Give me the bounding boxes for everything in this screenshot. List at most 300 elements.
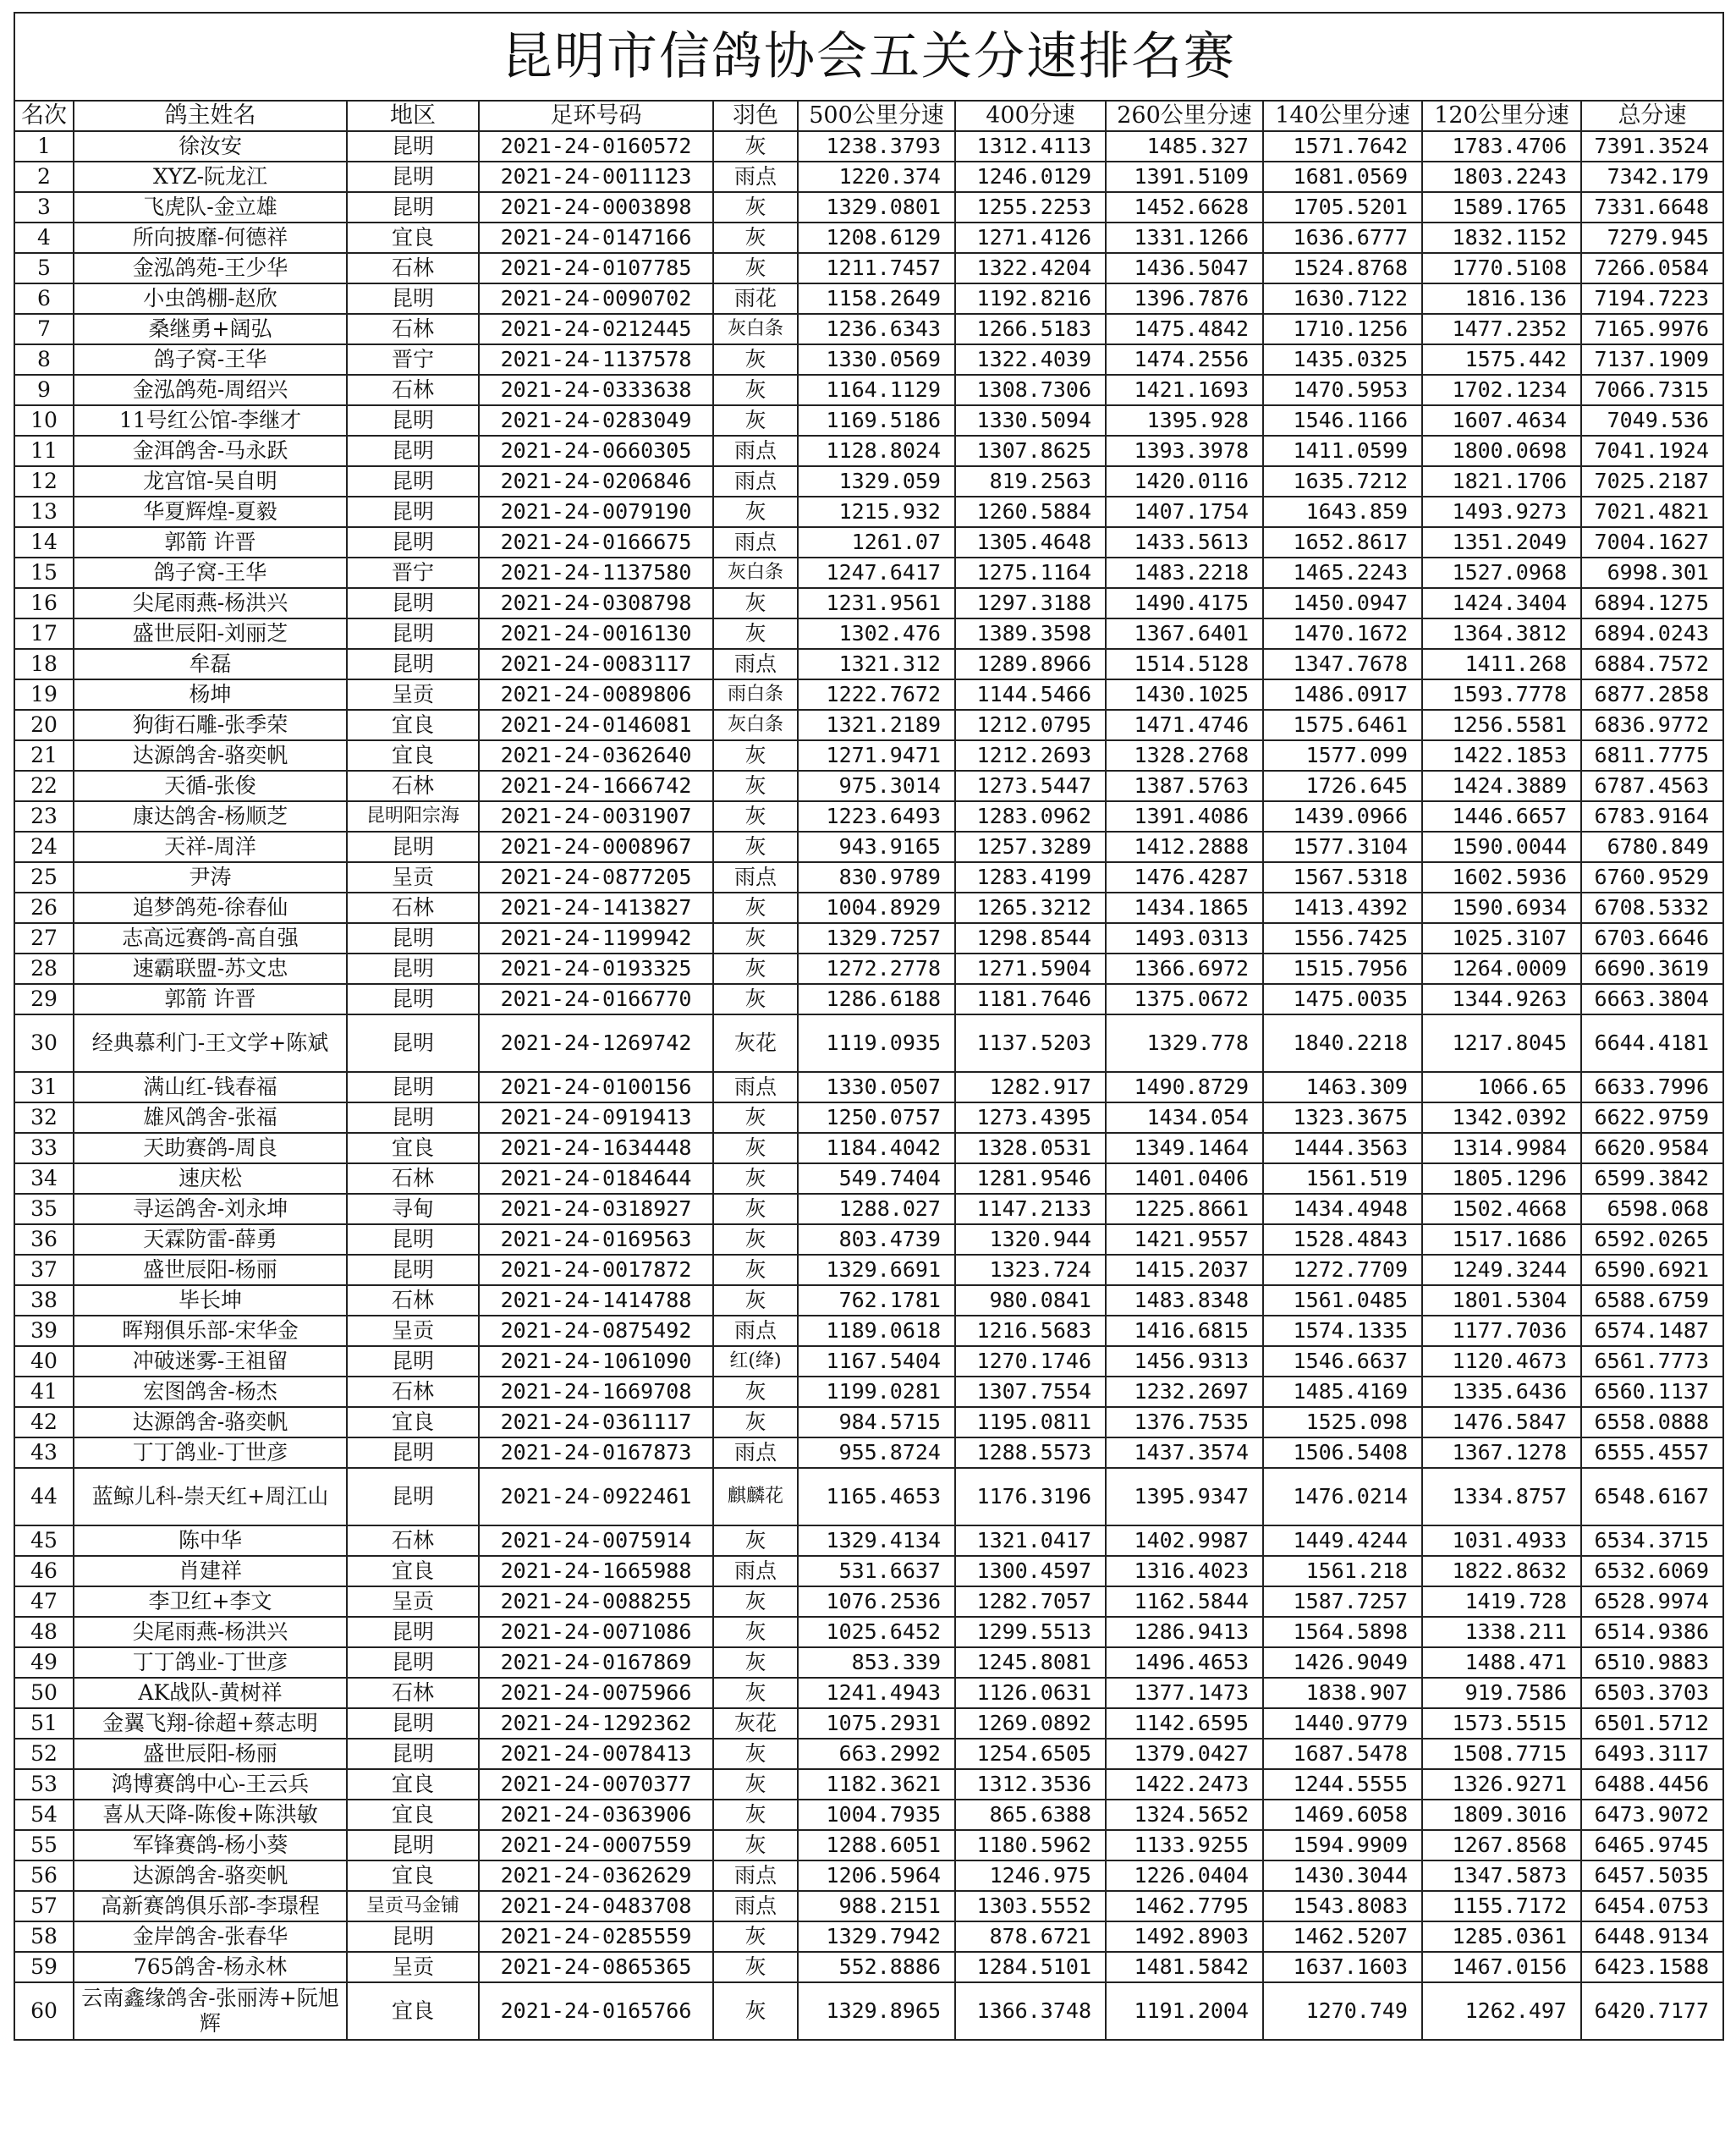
ring-number-cell: 2021-24-0008967 [479,832,713,862]
speed-140km-cell: 1577.3104 [1263,832,1422,862]
total-speed-cell: 7066.7315 [1581,375,1723,405]
owner-cell: 陈中华 [74,1525,347,1556]
speed-120km-cell: 1338.211 [1422,1617,1581,1647]
total-speed-cell: 6420.7177 [1581,1982,1723,2040]
feather-color-cell: 灰花 [713,1014,798,1072]
speed-260km-cell: 1420.0116 [1106,466,1263,497]
speed-400-cell: 1328.0531 [955,1133,1106,1163]
table-row [14,710,1723,740]
feather-color-cell: 灰 [713,1102,798,1133]
speed-260km-cell: 1433.5613 [1106,527,1263,558]
region-cell: 宜良 [347,1800,479,1830]
speed-400-cell: 1147.2133 [955,1194,1106,1224]
table-row [14,1617,1723,1647]
feather-color-cell: 灰 [713,131,798,162]
total-speed-cell: 6644.4181 [1581,1014,1723,1072]
speed-120km-cell: 1262.497 [1422,1982,1581,2040]
speed-400-cell: 1308.7306 [955,375,1106,405]
owner-cell: 追梦鸽苑-徐春仙 [74,893,347,923]
table-row [14,1586,1723,1617]
total-speed-cell: 6894.1275 [1581,588,1723,618]
speed-260km-cell: 1226.0404 [1106,1860,1263,1891]
region-cell: 石林 [347,1285,479,1316]
table-row [14,893,1723,923]
speed-500km-cell: 1241.4943 [798,1678,955,1708]
speed-140km-cell: 1411.0599 [1263,436,1422,466]
speed-260km-cell: 1456.9313 [1106,1346,1263,1377]
speed-260km-cell: 1434.054 [1106,1102,1263,1133]
speed-140km-cell: 1637.1603 [1263,1952,1422,1982]
region-cell: 昆明 [347,1255,479,1285]
speed-500km-cell: 1329.7942 [798,1921,955,1952]
speed-260km-cell: 1142.6595 [1106,1708,1263,1739]
speed-140km-cell: 1462.5207 [1263,1921,1422,1952]
owner-cell: 桑继勇+阔弘 [74,314,347,344]
total-speed-cell: 7004.1627 [1581,527,1723,558]
speed-260km-cell: 1483.2218 [1106,558,1263,588]
owner-cell: 天霖防雷-薛勇 [74,1224,347,1255]
speed-400-cell: 1216.5683 [955,1316,1106,1346]
rank-cell: 46 [14,1556,74,1586]
owner-cell: 肖建祥 [74,1556,347,1586]
table-row [14,1647,1723,1678]
owner-cell: 盛世辰阳-杨丽 [74,1255,347,1285]
speed-140km-cell: 1244.5555 [1263,1769,1422,1800]
table-row [14,1346,1723,1377]
region-cell: 石林 [347,893,479,923]
region-cell: 昆明 [347,436,479,466]
speed-400-cell: 1323.724 [955,1255,1106,1285]
region-cell: 昆明 [347,1437,479,1468]
ring-number-cell: 2021-24-0107785 [479,253,713,283]
rank-cell: 20 [14,710,74,740]
feather-color-cell: 灰白条 [713,710,798,740]
ring-number-cell: 2021-24-0362640 [479,740,713,771]
speed-260km-cell: 1481.5842 [1106,1952,1263,1982]
owner-cell: 金洱鸽舍-马永跃 [74,436,347,466]
owner-cell: 速霸联盟-苏文忠 [74,954,347,984]
table-row [14,497,1723,527]
speed-120km-cell: 1249.3244 [1422,1255,1581,1285]
speed-140km-cell: 1546.6637 [1263,1346,1422,1377]
total-speed-cell: 6457.5035 [1581,1860,1723,1891]
ring-number-cell: 2021-24-0147166 [479,223,713,253]
owner-cell: 志高远赛鸽-高自强 [74,923,347,954]
rank-cell: 26 [14,893,74,923]
speed-140km-cell: 1543.8083 [1263,1891,1422,1921]
table-row [14,679,1723,710]
speed-400-cell: 1283.4199 [955,862,1106,893]
speed-260km-cell: 1471.4746 [1106,710,1263,740]
rank-cell: 7 [14,314,74,344]
total-speed-cell: 6836.9772 [1581,710,1723,740]
region-cell: 宜良 [347,1407,479,1437]
speed-260km-cell: 1490.8729 [1106,1072,1263,1102]
speed-400-cell: 878.6721 [955,1921,1106,1952]
ring-number-cell: 2021-24-0361117 [479,1407,713,1437]
speed-120km-cell: 1367.1278 [1422,1437,1581,1468]
speed-500km-cell: 1167.5404 [798,1346,955,1377]
header-col-400: 400分速 [955,101,1106,131]
speed-140km-cell: 1430.3044 [1263,1860,1422,1891]
feather-color-cell: 灰 [713,618,798,649]
speed-500km-cell: 1158.2649 [798,283,955,314]
ring-number-cell: 2021-24-1666742 [479,771,713,801]
speed-260km-cell: 1316.4023 [1106,1556,1263,1586]
rank-cell: 39 [14,1316,74,1346]
speed-500km-cell: 1321.2189 [798,710,955,740]
table-row [14,1678,1723,1708]
speed-500km-cell: 1238.3793 [798,131,955,162]
table-row [14,253,1723,283]
rank-cell: 5 [14,253,74,283]
region-cell: 宜良 [347,223,479,253]
rank-cell: 35 [14,1194,74,1224]
speed-400-cell: 1298.8544 [955,923,1106,954]
region-cell: 昆明 [347,1346,479,1377]
speed-260km-cell: 1395.9347 [1106,1468,1263,1525]
total-speed-cell: 6787.4563 [1581,771,1723,801]
total-speed-cell: 6501.5712 [1581,1708,1723,1739]
feather-color-cell: 灰 [713,1769,798,1800]
speed-400-cell: 1181.7646 [955,984,1106,1014]
table-row [14,618,1723,649]
ring-number-cell: 2021-24-1669708 [479,1377,713,1407]
speed-260km-cell: 1496.4653 [1106,1647,1263,1678]
speed-120km-cell: 919.7586 [1422,1678,1581,1708]
table-row [14,1437,1723,1468]
speed-140km-cell: 1413.4392 [1263,893,1422,923]
speed-260km-cell: 1225.8661 [1106,1194,1263,1224]
speed-140km-cell: 1524.8768 [1263,253,1422,283]
speed-120km-cell: 1593.7778 [1422,679,1581,710]
speed-260km-cell: 1376.7535 [1106,1407,1263,1437]
owner-cell: 郭箭 许晋 [74,527,347,558]
table-row [14,1407,1723,1437]
region-cell: 昆明 [347,131,479,162]
total-speed-cell: 7025.2187 [1581,466,1723,497]
feather-color-cell: 灰 [713,801,798,832]
speed-120km-cell: 1422.1853 [1422,740,1581,771]
speed-120km-cell: 1264.0009 [1422,954,1581,984]
owner-cell: 小虫鸽棚-赵欣 [74,283,347,314]
speed-400-cell: 1271.4126 [955,223,1106,253]
speed-140km-cell: 1525.098 [1263,1407,1422,1437]
total-speed-cell: 7137.1909 [1581,344,1723,375]
feather-color-cell: 灰白条 [713,314,798,344]
ring-number-cell: 2021-24-0075966 [479,1678,713,1708]
header-col-500km: 500公里分速 [798,101,955,131]
owner-cell: 盛世辰阳-杨丽 [74,1739,347,1769]
rank-cell: 13 [14,497,74,527]
ring-number-cell: 2021-24-0283049 [479,405,713,436]
region-cell: 昆明 [347,1072,479,1102]
speed-260km-cell: 1379.0427 [1106,1739,1263,1769]
speed-500km-cell: 1182.3621 [798,1769,955,1800]
speed-400-cell: 1275.1164 [955,558,1106,588]
region-cell: 昆明 [347,1830,479,1860]
region-cell: 昆明 [347,1708,479,1739]
region-cell: 呈贡马金铺 [347,1891,479,1921]
speed-140km-cell: 1528.4843 [1263,1224,1422,1255]
owner-cell: 云南鑫缘鸽舍-张丽涛+阮旭辉 [74,1982,347,2040]
speed-500km-cell: 1164.1129 [798,375,955,405]
speed-140km-cell: 1643.859 [1263,497,1422,527]
region-cell: 昆明 [347,618,479,649]
owner-cell: 盛世辰阳-刘丽芝 [74,618,347,649]
owner-cell: 冲破迷雾-王祖留 [74,1346,347,1377]
rank-cell: 41 [14,1377,74,1407]
speed-140km-cell: 1469.6058 [1263,1800,1422,1830]
speed-260km-cell: 1475.4842 [1106,314,1263,344]
speed-140km-cell: 1652.8617 [1263,527,1422,558]
speed-500km-cell: 1075.2931 [798,1708,955,1739]
owner-cell: 宏图鸽舍-杨杰 [74,1377,347,1407]
owner-cell: 尖尾雨燕-杨洪兴 [74,588,347,618]
owner-cell: 金泓鸽苑-周绍兴 [74,375,347,405]
rank-cell: 11 [14,436,74,466]
speed-120km-cell: 1517.1686 [1422,1224,1581,1255]
speed-400-cell: 1282.917 [955,1072,1106,1102]
total-speed-cell: 6599.3842 [1581,1163,1723,1194]
table-row [14,1921,1723,1952]
ring-number-cell: 2021-24-1199942 [479,923,713,954]
speed-400-cell: 1195.0811 [955,1407,1106,1437]
speed-120km-cell: 1809.3016 [1422,1800,1581,1830]
feather-color-cell: 灰 [713,923,798,954]
speed-140km-cell: 1470.5953 [1263,375,1422,405]
speed-120km-cell: 1066.65 [1422,1072,1581,1102]
speed-140km-cell: 1450.0947 [1263,588,1422,618]
ring-number-cell: 2021-24-0070377 [479,1769,713,1800]
speed-120km-cell: 1334.8757 [1422,1468,1581,1525]
rank-cell: 51 [14,1708,74,1739]
speed-260km-cell: 1434.1865 [1106,893,1263,923]
ring-number-cell: 2021-24-1137580 [479,558,713,588]
table-row [14,466,1723,497]
speed-140km-cell: 1705.5201 [1263,192,1422,223]
speed-500km-cell: 1184.4042 [798,1133,955,1163]
owner-cell: 康达鸽舍-杨顺芝 [74,801,347,832]
speed-400-cell: 1273.4395 [955,1102,1106,1133]
table-row [14,527,1723,558]
ring-number-cell: 2021-24-1634448 [479,1133,713,1163]
rank-cell: 22 [14,771,74,801]
total-speed-cell: 6561.7773 [1581,1346,1723,1377]
feather-color-cell: 灰白条 [713,558,798,588]
total-speed-cell: 6528.9974 [1581,1586,1723,1617]
table-row [14,923,1723,954]
rank-cell: 49 [14,1647,74,1678]
region-cell: 石林 [347,314,479,344]
feather-color-cell: 雨点 [713,862,798,893]
speed-260km-cell: 1395.928 [1106,405,1263,436]
ring-number-cell: 2021-24-1413827 [479,893,713,923]
rank-cell: 19 [14,679,74,710]
speed-260km-cell: 1191.2004 [1106,1982,1263,2040]
table-row [14,1891,1723,1921]
speed-400-cell: 1297.3188 [955,588,1106,618]
header-col-rank: 名次 [14,101,74,131]
speed-400-cell: 1269.0892 [955,1708,1106,1739]
table-row [14,223,1723,253]
total-speed-cell: 6690.3619 [1581,954,1723,984]
speed-260km-cell: 1286.9413 [1106,1617,1263,1647]
region-cell: 石林 [347,771,479,801]
rank-cell: 52 [14,1739,74,1769]
speed-260km-cell: 1391.5109 [1106,162,1263,192]
owner-cell: 尖尾雨燕-杨洪兴 [74,1617,347,1647]
speed-260km-cell: 1452.6628 [1106,192,1263,223]
owner-cell: AK战队-黄树祥 [74,1678,347,1708]
feather-color-cell: 雨点 [713,436,798,466]
speed-500km-cell: 1076.2536 [798,1586,955,1617]
region-cell: 呈贡 [347,1586,479,1617]
speed-400-cell: 1289.8966 [955,649,1106,679]
owner-cell: 高新赛鸽俱乐部-李璟程 [74,1891,347,1921]
speed-500km-cell: 1321.312 [798,649,955,679]
table-row [14,832,1723,862]
table-row [14,1708,1723,1739]
speed-400-cell: 1180.5962 [955,1830,1106,1860]
ring-number-cell: 2021-24-0333638 [479,375,713,405]
rank-cell: 42 [14,1407,74,1437]
region-cell: 宜良 [347,1769,479,1800]
speed-120km-cell: 1364.3812 [1422,618,1581,649]
rank-cell: 40 [14,1346,74,1377]
speed-140km-cell: 1475.0035 [1263,984,1422,1014]
region-cell: 昆明 [347,192,479,223]
speed-140km-cell: 1485.4169 [1263,1377,1422,1407]
feather-color-cell: 灰 [713,223,798,253]
speed-400-cell: 1284.5101 [955,1952,1106,1982]
table-row [14,375,1723,405]
speed-500km-cell: 1302.476 [798,618,955,649]
rank-cell: 21 [14,740,74,771]
rank-cell: 12 [14,466,74,497]
feather-color-cell: 雨点 [713,1556,798,1586]
owner-cell: 寻运鸽舍-刘永坤 [74,1194,347,1224]
ring-number-cell: 2021-24-0285559 [479,1921,713,1952]
total-speed-cell: 6811.7775 [1581,740,1723,771]
region-cell: 昆明 [347,283,479,314]
region-cell: 昆明 [347,527,479,558]
speed-260km-cell: 1367.6401 [1106,618,1263,649]
speed-260km-cell: 1401.0406 [1106,1163,1263,1194]
region-cell: 昆明 [347,1224,479,1255]
feather-color-cell: 灰 [713,954,798,984]
owner-cell: 丁丁鸽业-丁世彦 [74,1437,347,1468]
table-row [14,1255,1723,1285]
speed-400-cell: 1144.5466 [955,679,1106,710]
feather-color-cell: 灰 [713,1133,798,1163]
rank-cell: 57 [14,1891,74,1921]
total-speed-cell: 6423.1588 [1581,1952,1723,1982]
feather-color-cell: 灰 [713,893,798,923]
rank-cell: 2 [14,162,74,192]
feather-color-cell: 灰 [713,1647,798,1678]
ring-number-cell: 2021-24-0212445 [479,314,713,344]
speed-140km-cell: 1635.7212 [1263,466,1422,497]
table-row [14,1163,1723,1194]
speed-400-cell: 1322.4204 [955,253,1106,283]
speed-500km-cell: 853.339 [798,1647,955,1678]
table-row [14,984,1723,1014]
speed-400-cell: 1307.8625 [955,436,1106,466]
speed-140km-cell: 1476.0214 [1263,1468,1422,1525]
region-cell: 宜良 [347,1556,479,1586]
ring-number-cell: 2021-24-0206846 [479,466,713,497]
speed-260km-cell: 1462.7795 [1106,1891,1263,1921]
speed-120km-cell: 1256.5581 [1422,710,1581,740]
owner-cell: 李卫红+李文 [74,1586,347,1617]
rank-cell: 56 [14,1860,74,1891]
total-speed-cell: 6555.4557 [1581,1437,1723,1468]
owner-cell: 金泓鸽苑-王少华 [74,253,347,283]
speed-140km-cell: 1574.1335 [1263,1316,1422,1346]
owner-cell: 鸽子窝-王华 [74,558,347,588]
table-row [14,1468,1723,1525]
speed-120km-cell: 1446.6657 [1422,801,1581,832]
speed-400-cell: 1320.944 [955,1224,1106,1255]
speed-260km-cell: 1421.9557 [1106,1224,1263,1255]
speed-500km-cell: 988.2151 [798,1891,955,1921]
speed-400-cell: 1260.5884 [955,497,1106,527]
region-cell: 石林 [347,375,479,405]
speed-260km-cell: 1483.8348 [1106,1285,1263,1316]
speed-120km-cell: 1801.5304 [1422,1285,1581,1316]
speed-140km-cell: 1636.6777 [1263,223,1422,253]
ring-number-cell: 2021-24-0146081 [479,710,713,740]
feather-color-cell: 灰 [713,1830,798,1860]
total-speed-cell: 7266.0584 [1581,253,1723,283]
speed-400-cell: 1305.4648 [955,527,1106,558]
speed-500km-cell: 1236.6343 [798,314,955,344]
rank-cell: 55 [14,1830,74,1860]
region-cell: 昆明 [347,1617,479,1647]
speed-500km-cell: 984.5715 [798,1407,955,1437]
speed-400-cell: 1254.6505 [955,1739,1106,1769]
speed-500km-cell: 1329.0801 [798,192,955,223]
speed-260km-cell: 1402.9987 [1106,1525,1263,1556]
ring-number-cell: 2021-24-0016130 [479,618,713,649]
speed-260km-cell: 1490.4175 [1106,588,1263,618]
speed-500km-cell: 1288.027 [798,1194,955,1224]
speed-500km-cell: 1189.0618 [798,1316,955,1346]
speed-140km-cell: 1444.3563 [1263,1133,1422,1163]
rank-cell: 29 [14,984,74,1014]
speed-500km-cell: 1223.6493 [798,801,955,832]
speed-120km-cell: 1590.6934 [1422,893,1581,923]
feather-color-cell: 灰 [713,1586,798,1617]
rank-cell: 14 [14,527,74,558]
speed-400-cell: 1322.4039 [955,344,1106,375]
owner-cell: 达源鸽舍-骆奕帆 [74,1860,347,1891]
speed-120km-cell: 1326.9271 [1422,1769,1581,1800]
table-row [14,314,1723,344]
ring-number-cell: 2021-24-0193325 [479,954,713,984]
speed-500km-cell: 1199.0281 [798,1377,955,1407]
ring-number-cell: 2021-24-0169563 [479,1224,713,1255]
speed-500km-cell: 1330.0569 [798,344,955,375]
region-cell: 昆明 [347,466,479,497]
speed-500km-cell: 1119.0935 [798,1014,955,1072]
ring-number-cell: 2021-24-0919413 [479,1102,713,1133]
total-speed-cell: 6574.1487 [1581,1316,1723,1346]
speed-500km-cell: 1330.0507 [798,1072,955,1102]
feather-color-cell: 雨点 [713,162,798,192]
rank-cell: 60 [14,1982,74,2040]
